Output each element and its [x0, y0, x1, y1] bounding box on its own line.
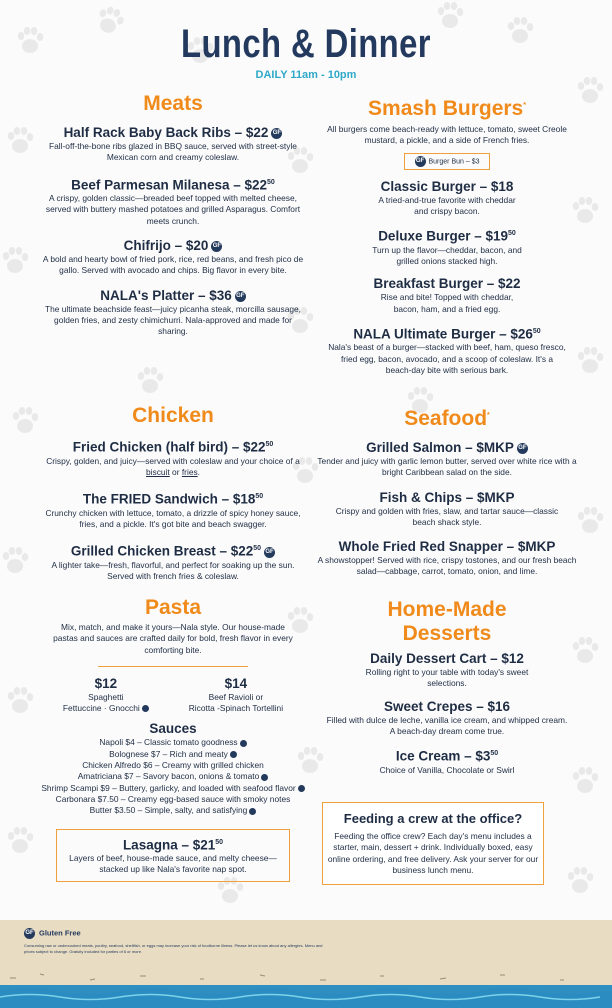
pasta-options	[40, 675, 306, 715]
item-description: A crispy, golden classic—breaded beef topped with melted cheese, served with buttery mashed potatoes and grilled Asparagus. Comfort meets crunch.	[45, 193, 301, 226]
pasta-intro: Mix, match, and make it yours—Nala style. Our house-made pastas and sauces are crafted daily for bold, fresh flavor in every comforting bite.	[53, 622, 293, 655]
item-cents: 50	[253, 545, 262, 553]
menu-item	[40, 287, 306, 338]
seafood-heading: Seafood	[404, 407, 488, 430]
item-name: Whole Fried Red Snapper – $MKP	[338, 539, 556, 555]
item-description: The ultimate beachside feast—juicy picanha steak, morcilla sausage, golden fries, and zesty chimichurri. Nala-approved and made for sharing.	[44, 303, 302, 337]
item-cents: 50	[267, 178, 275, 186]
menu-item	[312, 323, 582, 376]
chicken-heading: Chicken	[132, 404, 214, 427]
disclaimer: Consuming raw or undercooked meats, poultry, seafood, shellfish, or eggs may increase your risk of foodborne illness. Please let us know about any allergies. Menu and prices subject to change. Gratuity included for parties of 6 or more.	[24, 943, 323, 954]
gluten-free-icon	[249, 808, 256, 815]
item-description: Crispy and golden with fries, slaw, and tartar sauce—classic beach shack style.	[335, 505, 559, 527]
item-cents: 50	[215, 838, 224, 846]
pasta-price: $14	[224, 675, 248, 691]
gluten-free-icon: GF	[415, 156, 426, 167]
menu-item	[40, 488, 306, 530]
lasagna-box	[56, 829, 290, 882]
item-name: NALA Ultimate Burger – $26	[353, 326, 533, 342]
gluten-free-icon: GF	[517, 443, 528, 454]
item-description	[40, 456, 306, 479]
office-title: Feeding a crew at the office?	[343, 811, 523, 826]
item-name: Fish & Chips – $MKP	[379, 489, 515, 505]
page-title: Lunch & Dinner	[181, 22, 431, 66]
gluten-free-legend	[24, 928, 81, 939]
gluten-free-icon: GF	[264, 547, 275, 558]
chicken-section	[40, 404, 306, 582]
item-name: Grilled Chicken Breast – $22	[70, 543, 254, 559]
burgers-intro: All burgers come beach-ready with lettuce, tomato, sweet Creole mustard, a pickle, and a side of French fries.	[327, 124, 567, 146]
pasta-line: Spaghetti	[88, 691, 124, 702]
gluten-free-icon: GF	[235, 291, 246, 302]
burgers-section	[312, 94, 582, 376]
sauce-item: Shrimp Scampi $9 – Buttery, garlicky, and loaded with seafood flavor	[41, 782, 296, 793]
menu-item	[312, 225, 582, 267]
item-description: A tried-and-true favorite with cheddar and crispy bacon.	[378, 194, 516, 216]
item-name: Chifrijo – $20	[123, 237, 209, 253]
item-description: Rise and bite! Topped with cheddar, bacon, ham, and a fried egg.	[380, 292, 514, 314]
item-cents: 50	[490, 750, 499, 758]
menu-item	[312, 275, 582, 315]
menu-item	[40, 174, 306, 227]
item-description: Layers of beef, house-made sauce, and melty cheese—stacked up like Nala's favorite nap spot.	[69, 853, 277, 875]
gluten-free-icon: GF	[271, 128, 282, 139]
menu-item	[312, 538, 582, 578]
office-catering-box	[322, 802, 544, 885]
pasta-divider	[98, 666, 248, 667]
item-description: Nala's beast of a burger—stacked with beef, ham, queso fresco, fried egg, bacon, avocado, and a scoop of coleslaw. It's a beach-day bite with serious bark.	[328, 342, 566, 375]
meats-section	[40, 92, 306, 337]
heading-star: *	[487, 412, 490, 419]
item-description: Crunchy chicken with lettuce, tomato, a drizzle of spicy honey sauce, fries, and a pickle. It's got bite and beach swagger.	[45, 507, 301, 529]
pasta-option	[63, 675, 149, 715]
item-description: Fall-off-the-bone ribs glazed in BBQ sauce, served with street-style Mexican corn and creamy coleslaw.	[49, 141, 297, 163]
sauce-item: Amatriciana $7 – Savory bacon, onions & tomato	[77, 771, 260, 782]
item-name: Ice Cream – $3	[395, 748, 491, 764]
pasta-price: $12	[94, 675, 118, 691]
item-name: NALA's Platter – $36	[100, 287, 232, 303]
menu-item	[312, 745, 582, 776]
item-name: Deluxe Burger – $19	[378, 228, 508, 244]
pasta-line: Fettuccine · Gnocchi	[62, 703, 140, 714]
burgers-heading: Smash Burgers	[368, 97, 524, 120]
sauces-heading: Sauces	[149, 721, 197, 737]
item-description: Tender and juicy with garlic lemon butter, served over white rice with a bright Caribbean salad on the side.	[317, 456, 577, 478]
item-description: A lighter take—fresh, flavorful, and perfect for soaking up the sun. Served with french fries & coleslaw.	[51, 559, 295, 581]
gluten-free-icon: GF	[211, 241, 222, 252]
office-description: Feeding the office crew? Each day's menu includes a starter, main, dessert + drink. Individually boxed, easy online ordering, and free delivery. Ask your server for our business lunch menu.	[327, 831, 539, 875]
biscuit-option: biscuit	[145, 466, 170, 477]
meats-heading: Meats	[143, 92, 203, 115]
gf-legend-label: Gluten Free	[39, 928, 81, 938]
pasta-section	[40, 596, 306, 882]
gluten-free-icon	[261, 774, 268, 781]
item-name: Half Rack Baby Back Ribs – $22	[63, 125, 269, 140]
item-description: A showstopper! Served with rice, crispy tostones, and our fresh beach salad—cabbage, carrot, tomato, onion, and lime.	[317, 555, 577, 577]
fries-option: fries	[181, 466, 198, 477]
item-name: Grilled Salmon – $MKP	[366, 440, 514, 455]
sand-texture	[0, 958, 612, 988]
menu-item	[312, 698, 582, 738]
item-name: Beef Parmesan Milanesa – $22	[71, 177, 268, 193]
gluten-free-icon	[240, 740, 247, 747]
item-cents: 50	[265, 441, 274, 448]
item-cents: 50	[508, 230, 516, 238]
desc-part: Crispy, golden, and juicy—served with coleslaw and your choice of a	[46, 455, 300, 466]
desserts-section	[312, 598, 582, 776]
item-name: Daily Dessert Cart – $12	[370, 651, 524, 666]
item-name: Fried Chicken (half bird) – $22	[72, 439, 266, 455]
gluten-free-icon	[230, 751, 237, 758]
item-name: Lasagna – $21	[122, 837, 216, 853]
menu-item	[312, 650, 582, 690]
sauce-item: Bolognese $7 – Rich and meaty	[109, 748, 228, 759]
item-description: Choice of Vanilla, Chocolate or Swirl	[379, 764, 515, 775]
desc-part: or	[169, 466, 182, 477]
item-description: Turn up the flavor—cheddar, bacon, and grilled onions stacked high.	[372, 244, 522, 266]
menu-item	[40, 124, 306, 164]
pasta-option	[189, 675, 283, 715]
menu-item	[312, 439, 582, 479]
burger-bun-option	[404, 153, 490, 170]
item-name: Breakfast Burger – $22	[373, 276, 521, 292]
sauce-item: Butter $3.50 – Simple, salty, and satisfying	[89, 805, 248, 816]
seafood-section	[312, 404, 582, 578]
heading-star: *	[523, 102, 526, 109]
pasta-line: Ricotta -Spinach Tortellini	[188, 703, 284, 714]
pasta-heading: Pasta	[144, 596, 202, 619]
bun-label: Burger Bun – $3	[428, 157, 480, 165]
menu-item	[312, 178, 582, 218]
item-description: Rolling right to your table with today's sweet selections.	[365, 667, 529, 689]
item-cents: 50	[255, 493, 264, 501]
sauce-item: Carbonara $7.50 – Creamy egg-based sauce with smoky notes	[55, 793, 291, 804]
desserts-heading-line2: Desserts	[402, 622, 492, 645]
menu-item	[40, 436, 306, 478]
sauces-list	[40, 737, 306, 816]
item-cents: 50	[532, 327, 541, 335]
pasta-line: Beef Ravioli or	[208, 691, 264, 702]
desserts-heading-line1: Home-Made	[387, 598, 507, 621]
menu-item	[40, 540, 306, 582]
gluten-free-icon: GF	[24, 928, 35, 939]
item-description: Filled with dulce de leche, vanilla ice cream, and whipped cream. A beach-day dream come true.	[326, 714, 568, 736]
sauce-item: Chicken Alfredo $6 – Creamy with grilled chicken	[82, 760, 264, 771]
item-name: Classic Burger – $18	[380, 178, 514, 194]
sauce-item: Napoli $4 – Classic tomato goodness	[99, 737, 238, 748]
desc-part: .	[197, 466, 200, 477]
item-name: Sweet Crepes – $16	[383, 698, 511, 714]
gluten-free-icon	[298, 785, 305, 792]
hours-subtitle: DAILY 11am - 10pm	[255, 69, 357, 81]
menu-item	[312, 489, 582, 529]
water-waves	[0, 985, 612, 1008]
menu-item	[40, 237, 306, 277]
item-name: The FRIED Sandwich – $18	[82, 491, 256, 507]
item-description: A bold and hearty bowl of fried pork, rice, red beans, and fresh pico de gallo. Served with avocado and chips. Big flavor in every bite.	[42, 253, 304, 276]
gluten-free-icon	[142, 705, 149, 712]
